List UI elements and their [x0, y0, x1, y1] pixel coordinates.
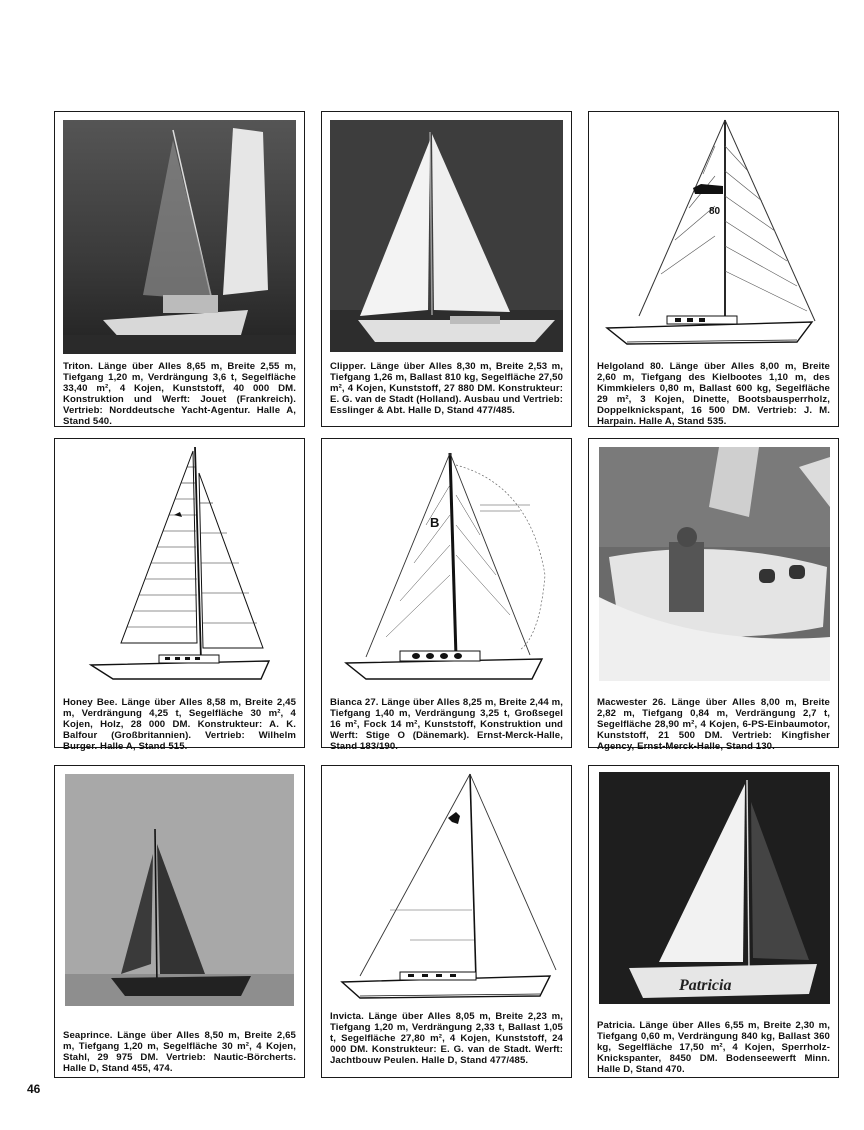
boat-description: Länge über Alles 8,00 m, Breite 2,82 m, Tiefgang 0,84 m, Verdrängung 2,7 t, Segelfläche 28,90 m², 4 Kojen, 6-PS-Einbaumotor, Kunststoff, 21 500 DM. Vertrieb: Kingfisher Agency, Ernst-Merck-Halle, Stand 130.	[597, 697, 830, 752]
boat-photo-triton	[63, 120, 296, 354]
boat-description: Länge über Alles 8,00 m, Breite 2,60 m, Tiefgang des Kielbootes 1,10 m, des Kimmkielers 0,80 m, Ballast 600 kg, Segelfläche 29 m², 3 Kojen, Dinette, Bootsbausperrholz, Doppelknickspant, 16 500 DM. Vertrieb: J. M. Harpain. Halle A, Stand 535.	[597, 361, 830, 427]
boat-card-macwester	[588, 438, 839, 752]
boat-description: Länge über Alles 6,55 m, Breite 2,30 m, Tiefgang 0,60 m, Verdrängung 840 kg, Ballast 360 kg, Segelfläche 17,50 m², 4 Kojen, Sperrholz-Knickspanter, 8450 DM. Bodenseewerft Minn. Halle D, Stand 470.	[597, 1020, 831, 1075]
boat-card-bianca	[321, 438, 572, 752]
page-number: 46	[27, 1082, 41, 1096]
boat-card-invicta	[321, 765, 572, 1078]
caption-helgoland	[597, 361, 830, 427]
sail-number-label: 80	[709, 206, 721, 217]
caption-macwester	[597, 697, 830, 752]
boat-description: Länge über Alles 8,58 m, Breite 2,45 m, Verdrängung 4,25 t, Segelfläche 30 m², 4 Kojen, Holz, 28 000 DM. Konstrukteur: A. K. Balfour (Großbritannien). Vertrieb: Wilhelm Burger. Halle A, Stand 515.	[63, 697, 297, 752]
caption-clipper	[330, 361, 563, 416]
caption-triton	[63, 361, 296, 427]
boat-description: Länge über Alles 8,50 m, Breite 2,65 m, Tiefgang 1,20 m, Segelfläche 30 m², 4 Kojen, Stahl, 29 975 DM. Vertrieb: Nautic-Börcherts. Halle D, Stand 455, 474.	[63, 1030, 296, 1074]
boat-drawing-honey-bee	[63, 443, 296, 683]
boat-card-clipper	[321, 111, 572, 427]
boat-photo-seaprince	[65, 774, 294, 1006]
boat-name: Honey Bee.	[63, 697, 118, 708]
boat-description: Länge über Alles 8,25 m, Breite 2,44 m, Tiefgang 1,40 m, Verdrängung 3,25 t, Großsegel 16 m², Fock 14 m², Kunststoff, Konstruktion und Werft: Stige O (Dänemark). Ernst-Merck-Halle, Stand 183/190.	[330, 697, 564, 752]
boat-description: Länge über Alles 8,65 m, Breite 2,55 m, Tiefgang 1,20 m, Verdrängung 3,6 t, Segelfläche 33,40 m², 4 Kojen, Kunststoff, 40 000 DM. Konstruktion und Werft: Jouet (Frankreich). Vertrieb: Norddeutsche Yacht-Agentur. Halle A, Stand 540.	[63, 361, 296, 427]
boat-drawing-invicta	[330, 770, 563, 1006]
boat-name: Clipper.	[330, 361, 366, 372]
caption-bianca	[330, 697, 563, 752]
boat-name: Patricia.	[597, 1020, 636, 1031]
boat-name: Helgoland 80.	[597, 361, 664, 372]
boat-card-patricia	[588, 765, 839, 1078]
hull-lettering-label: Patricia	[679, 977, 732, 994]
boat-name: Invicta.	[330, 1011, 364, 1022]
boat-photo-patricia	[599, 772, 830, 1004]
boat-photo-clipper	[330, 120, 563, 352]
boat-name: Bianca 27.	[330, 697, 379, 708]
boat-drawing-helgoland	[597, 116, 830, 352]
caption-patricia	[597, 1020, 830, 1075]
boat-card-honey-bee	[54, 438, 305, 752]
caption-seaprince	[63, 1030, 296, 1074]
caption-honey-bee	[63, 697, 296, 752]
boat-name: Macwester 26.	[597, 697, 667, 708]
boat-drawing-bianca	[330, 445, 563, 685]
boat-card-triton	[54, 111, 305, 427]
sail-number-label: B	[430, 515, 440, 530]
caption-invicta	[330, 1011, 563, 1066]
boat-photo-macwester	[599, 447, 830, 681]
boat-card-seaprince	[54, 765, 305, 1078]
boat-card-helgoland	[588, 111, 839, 427]
boat-description: Länge über Alles 8,30 m, Breite 2,53 m, Tiefgang 1,26 m, Ballast 810 kg, Segelfläche 27,50 m², 4 Kojen, Kunststoff, 27 880 DM. Konstrukteur: E. G. van de Stadt (Holland). Ausbau und Vertrieb: Esslinger & Abt. Halle D, Stand 477/485.	[330, 361, 563, 416]
boat-name: Triton.	[63, 361, 94, 372]
boat-name: Seaprince.	[63, 1030, 113, 1041]
boat-description: Länge über Alles 8,05 m, Breite 2,23 m, Tiefgang 1,20 m, Verdrängung 2,33 t, Ballast 1,05 t, Segelfläche 27,80 m², 4 Kojen, Kunststoff, 24 000 DM. Konstrukteur: E. G. van de Stadt. Werft: Jachtbouw Peulen. Halle D, Stand 477/485.	[330, 1011, 564, 1066]
